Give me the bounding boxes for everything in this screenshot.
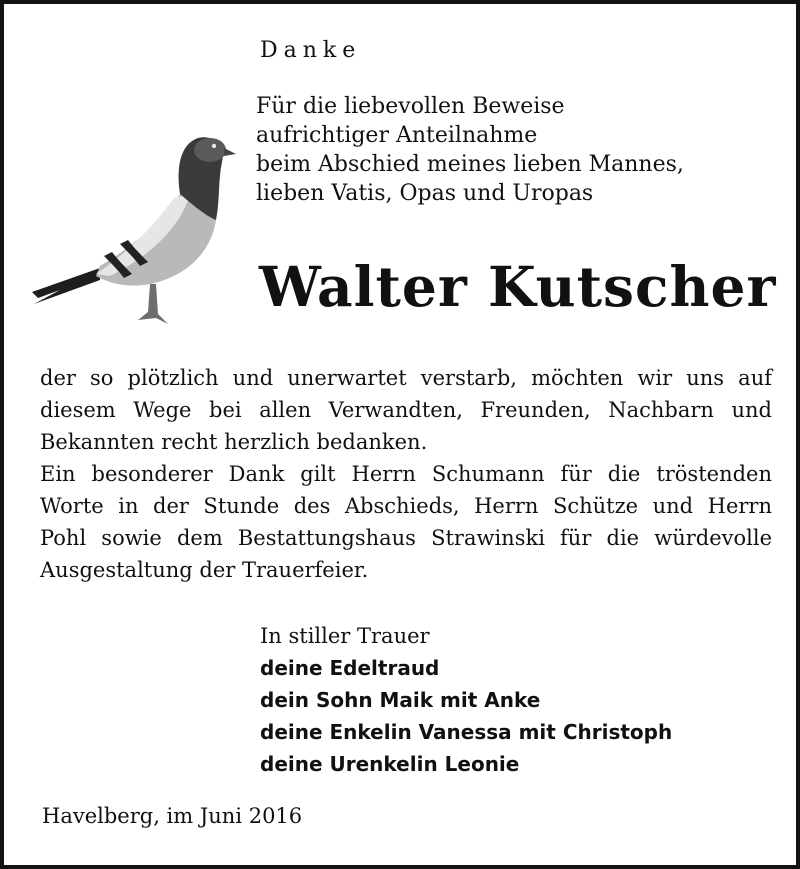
intro-text [256,92,684,208]
body-line: Worte in der Stunde des Abschieds, Herrn Schütze und Herrn [40,494,772,518]
body-line: Bekannten recht herzlich bedanken. [40,430,428,454]
deceased-name: Walter Kutscher [259,254,777,319]
intro-line: Für die liebevollen Beweise [256,94,565,119]
mourning-intro: In stiller Trauer [260,624,430,648]
body-line: Pohl sowie dem Bestattungshaus Strawinski für die würdevolle [40,526,772,550]
family-member: dein Sohn Maik mit Anke [260,688,541,712]
intro-line: lieben Vatis, Opas und Uropas [256,181,594,206]
family-member: deine Enkelin Vanessa mit Christoph [260,720,673,744]
body-line: der so plötzlich und unerwartet verstarb, möchten wir uns auf [40,366,772,390]
notice-heading: Danke [260,38,362,63]
body-line: Ein besonderer Dank gilt Herrn Schumann für die tröstenden [40,462,772,486]
body-line: Ausgestaltung der Trauerfeier. [40,558,369,582]
intro-line: beim Abschied meines lieben Mannes, [256,152,684,177]
thanks-text [40,362,772,586]
family-member: deine Edeltraud [260,656,440,680]
place-date: Havelberg, im Juni 2016 [42,804,303,828]
mourners-block [260,620,672,780]
pigeon-icon [30,128,236,334]
family-member: deine Urenkelin Leonie [260,752,520,776]
body-line: diesem Wege bei allen Verwandten, Freunden, Nachbarn und [40,398,772,422]
intro-line: aufrichtiger Anteilnahme [256,123,538,148]
